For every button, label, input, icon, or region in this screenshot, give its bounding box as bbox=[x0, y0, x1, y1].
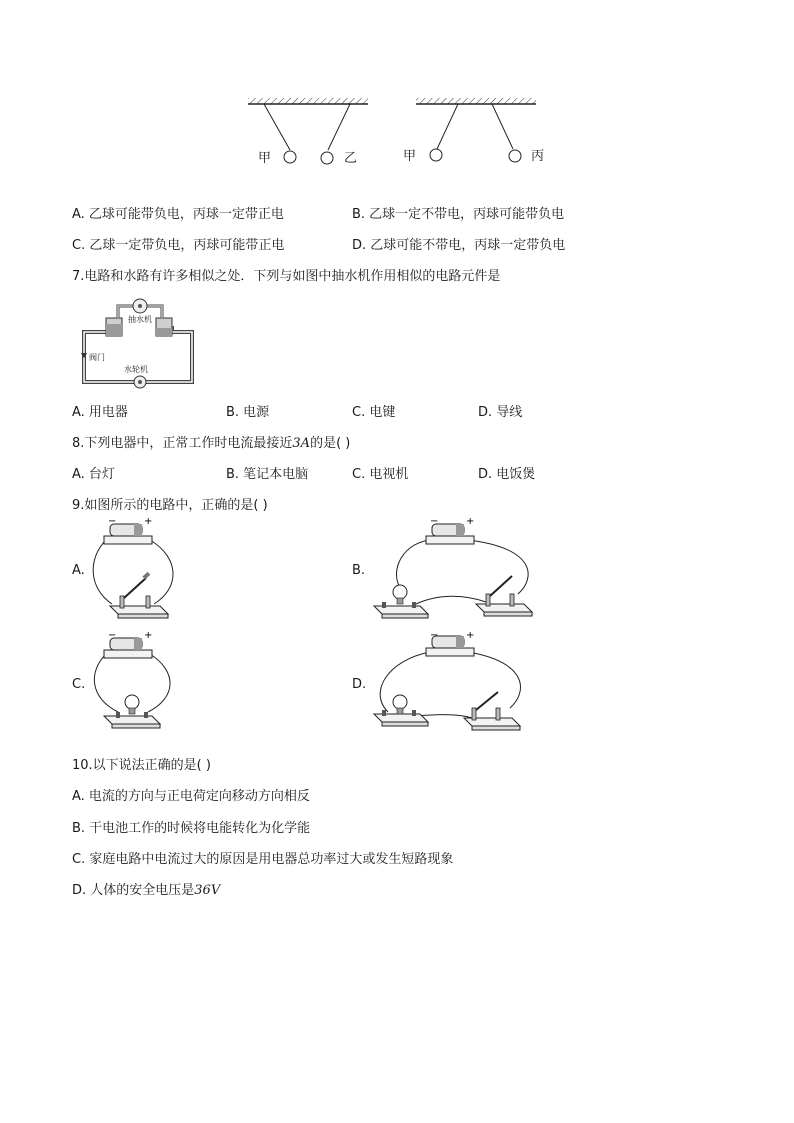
q10-option-d[interactable] bbox=[72, 879, 220, 898]
q9-option-b-label[interactable]: B. bbox=[352, 563, 366, 578]
q6-option-a[interactable]: A. 乙球可能带负电，丙球一定带正电 bbox=[72, 207, 284, 222]
q7-option-c[interactable]: C. 电键 bbox=[352, 405, 396, 420]
battery-minus: − bbox=[430, 518, 439, 527]
turbine-label: 水轮机 bbox=[124, 365, 148, 374]
q9-stem: 9.如图所示的电路中，正确的是( ) bbox=[72, 498, 268, 513]
q10-option-c[interactable]: C. 家庭电路中电流过大的原因是用电器总功率过大或发生短路现象 bbox=[72, 852, 454, 867]
switch-icon bbox=[120, 572, 150, 608]
battery-minus: − bbox=[430, 632, 439, 641]
ball-bing bbox=[509, 150, 521, 162]
bulb-icon bbox=[116, 695, 148, 718]
q10-option-a[interactable]: A. 电流的方向与正电荷定向移动方向相反 bbox=[72, 789, 310, 804]
q8-option-d[interactable]: D. 电饭煲 bbox=[478, 467, 536, 482]
bulb-icon bbox=[382, 695, 416, 716]
q10-voltage-value: 36V bbox=[194, 883, 221, 898]
battery-plus: + bbox=[466, 632, 475, 641]
left-pendulum-setup bbox=[248, 98, 368, 166]
label-jia-left: 甲 bbox=[258, 151, 272, 166]
switch-icon bbox=[486, 576, 514, 606]
switch-icon bbox=[472, 692, 500, 720]
ball-jia-right bbox=[430, 149, 442, 161]
q7-option-d[interactable]: D. 导线 bbox=[478, 405, 523, 420]
q9-circuit-c[interactable] bbox=[88, 632, 188, 732]
q9-circuit-a[interactable] bbox=[88, 518, 188, 624]
q8-stem bbox=[72, 432, 350, 451]
battery-plus: + bbox=[466, 518, 475, 527]
q7-option-a[interactable]: A. 用电器 bbox=[72, 405, 128, 420]
q8-option-c[interactable]: C. 电视机 bbox=[352, 467, 409, 482]
q9-option-a-label[interactable]: A. bbox=[72, 563, 85, 578]
valve-label: 阀门 bbox=[89, 353, 105, 362]
water-circuit-figure bbox=[76, 294, 206, 390]
right-pendulum-setup bbox=[403, 98, 544, 164]
q8-stem-end: 的是( ) bbox=[310, 436, 351, 451]
q10-stem: 10.以下说法正确的是( ) bbox=[72, 758, 211, 773]
q8-stem-text: 8.下列电器中，正常工作时电流最接近 bbox=[72, 436, 293, 451]
label-yi: 乙 bbox=[344, 151, 358, 166]
bulb-icon bbox=[382, 585, 416, 608]
q7-option-b[interactable]: B. 电源 bbox=[226, 405, 270, 420]
pump-label: 抽水机 bbox=[128, 315, 152, 324]
label-bing: 丙 bbox=[531, 149, 545, 164]
q6-option-b[interactable]: B. 乙球一定不带电，丙球可能带负电 bbox=[352, 207, 565, 222]
q10-option-b[interactable]: B. 干电池工作的时候将电能转化为化学能 bbox=[72, 821, 311, 836]
q8-option-b[interactable]: B. 笔记本电脑 bbox=[226, 467, 309, 482]
q8-current-value: 3A bbox=[292, 436, 311, 451]
ball-jia-left bbox=[284, 151, 296, 163]
q10-option-d-text: D. 人体的安全电压是 bbox=[72, 883, 195, 898]
battery-plus: + bbox=[144, 518, 153, 527]
battery-minus: − bbox=[108, 632, 117, 641]
q9-circuit-b[interactable] bbox=[368, 518, 538, 624]
label-jia-right: 甲 bbox=[403, 149, 417, 164]
q9-option-c-label[interactable]: C. bbox=[72, 677, 86, 692]
q6-option-d[interactable]: D. 乙球可能不带电，丙球一定带负电 bbox=[352, 238, 566, 253]
battery-minus: − bbox=[108, 518, 117, 527]
battery-plus: + bbox=[144, 632, 153, 641]
ball-yi bbox=[321, 152, 333, 164]
q9-circuit-d[interactable] bbox=[368, 632, 538, 736]
q9-option-d-label[interactable]: D. bbox=[352, 677, 367, 692]
pendulum-figure bbox=[240, 92, 550, 172]
q7-stem: 7.电路和水路有许多相似之处．下列与如图中抽水机作用相似的电路元件是 bbox=[72, 269, 501, 284]
q8-option-a[interactable]: A. 台灯 bbox=[72, 467, 115, 482]
q6-option-c[interactable]: C. 乙球一定带负电，丙球可能带正电 bbox=[72, 238, 285, 253]
